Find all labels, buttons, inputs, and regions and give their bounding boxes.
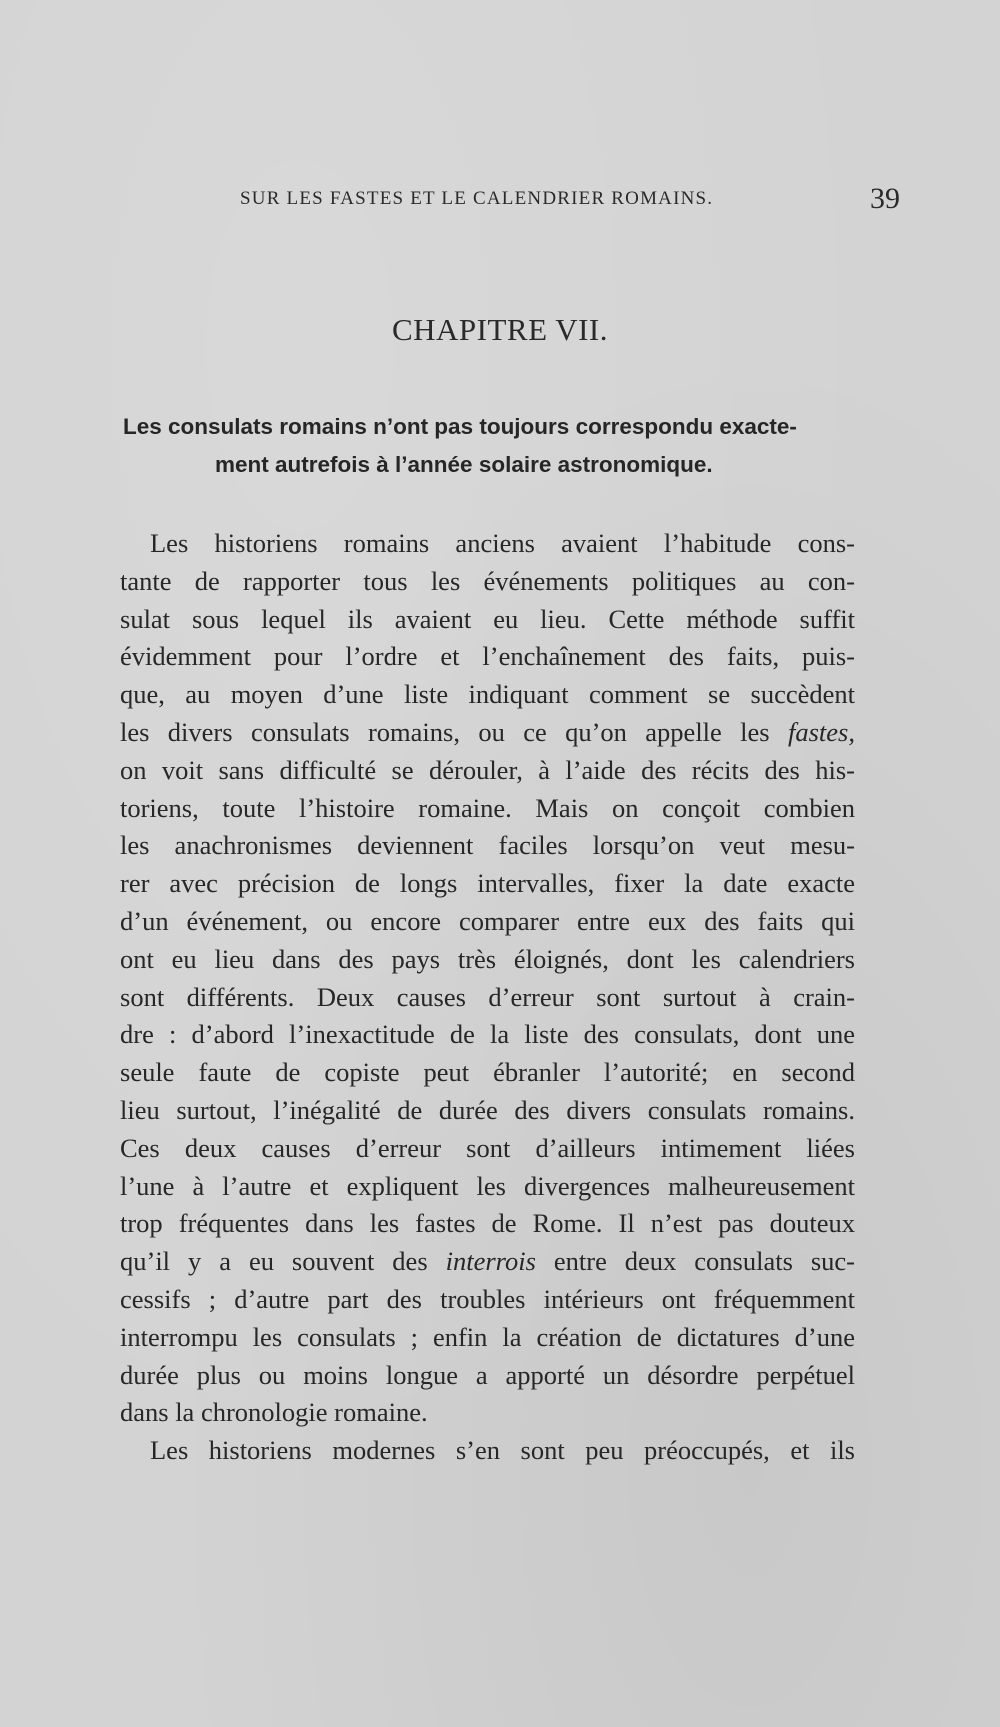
italic-word: interrois (445, 1246, 536, 1277)
text-line: on voit sans difficulté se dérouler, à l’aide des récits des his- (120, 754, 855, 785)
text-line: interrompu les consulats ; enfin la création de dictatures d’une (120, 1321, 855, 1352)
text-line: durée plus ou moins longue a apporté un désordre perpétuel (120, 1359, 855, 1390)
text-line: sont différents. Deux causes d’erreur sont surtout à crain- (120, 981, 855, 1012)
text-line-content: les divers consulats romains, ou ce qu’on appelle les fastes, (120, 716, 855, 747)
text-line: toriens, toute l’histoire romaine. Mais on conçoit combien (120, 792, 855, 823)
page-number: 39 (870, 182, 900, 215)
text-line: lieu surtout, l’inégalité de durée des divers consulats romains. (120, 1094, 855, 1125)
text-line: l’une à l’autre et expliquent les divergences malheureusement (120, 1170, 855, 1201)
chapter-subtitle-line: ment autrefois à l’année solaire astronomique. (215, 452, 713, 477)
running-title: SUR LES FASTES ET LE CALENDRIER ROMAINS. (240, 188, 714, 209)
text-line-content: qu’il y a eu souvent des interrois entre deux consulats suc- (120, 1246, 855, 1277)
text-line: dre : d’abord l’inexactitude de la liste des consulats, dont une (120, 1019, 855, 1050)
text-line: Les historiens romains anciens avaient l’habitude cons- (150, 528, 855, 558)
text-line: sulat sous lequel ils avaient eu lieu. Cette méthode suffit (120, 603, 855, 634)
text-line: dans la chronologie romaine. (120, 1397, 428, 1428)
italic-word: fastes, (788, 716, 855, 747)
text-line: tante de rapporter tous les événements politiques au con- (120, 565, 855, 596)
chapter-subtitle (123, 408, 863, 484)
text-line: rer avec précision de longs intervalles, fixer la date exacte (120, 868, 855, 899)
text-line: Ces deux causes d’erreur sont d’ailleurs intimement liées (120, 1132, 855, 1163)
text-line: évidemment pour l’ordre et l’enchaînement des faits, puis- (120, 641, 855, 672)
chapter-title: CHAPITRE VII. (391, 312, 609, 347)
text-line: les anachronismes deviennent faciles lorsqu’on veut mesu- (120, 830, 855, 861)
text-line: ont eu lieu dans des pays très éloignés, dont les calendriers (120, 943, 855, 974)
running-head (240, 182, 900, 218)
text-line: cessifs ; d’autre part des troubles intérieurs ont fréquemment (120, 1283, 855, 1314)
text-line: que, au moyen d’une liste indiquant comment se succèdent (120, 679, 855, 710)
text-line (120, 714, 855, 752)
text-line: Les historiens modernes s’en sont peu préoccupés, et ils (150, 1435, 855, 1466)
text-line: d’un événement, ou encore comparer entre eux des faits qui (120, 905, 855, 936)
text-line (120, 1243, 855, 1281)
text-line: trop fréquentes dans les fastes de Rome. Il n’est pas douteux (120, 1208, 855, 1239)
body-text (120, 525, 855, 1470)
chapter-subtitle-line: Les consulats romains n’ont pas toujours correspondu exacte- (123, 414, 797, 439)
text-line: seule faute de copiste peut ébranler l’autorité; en second (120, 1057, 855, 1088)
